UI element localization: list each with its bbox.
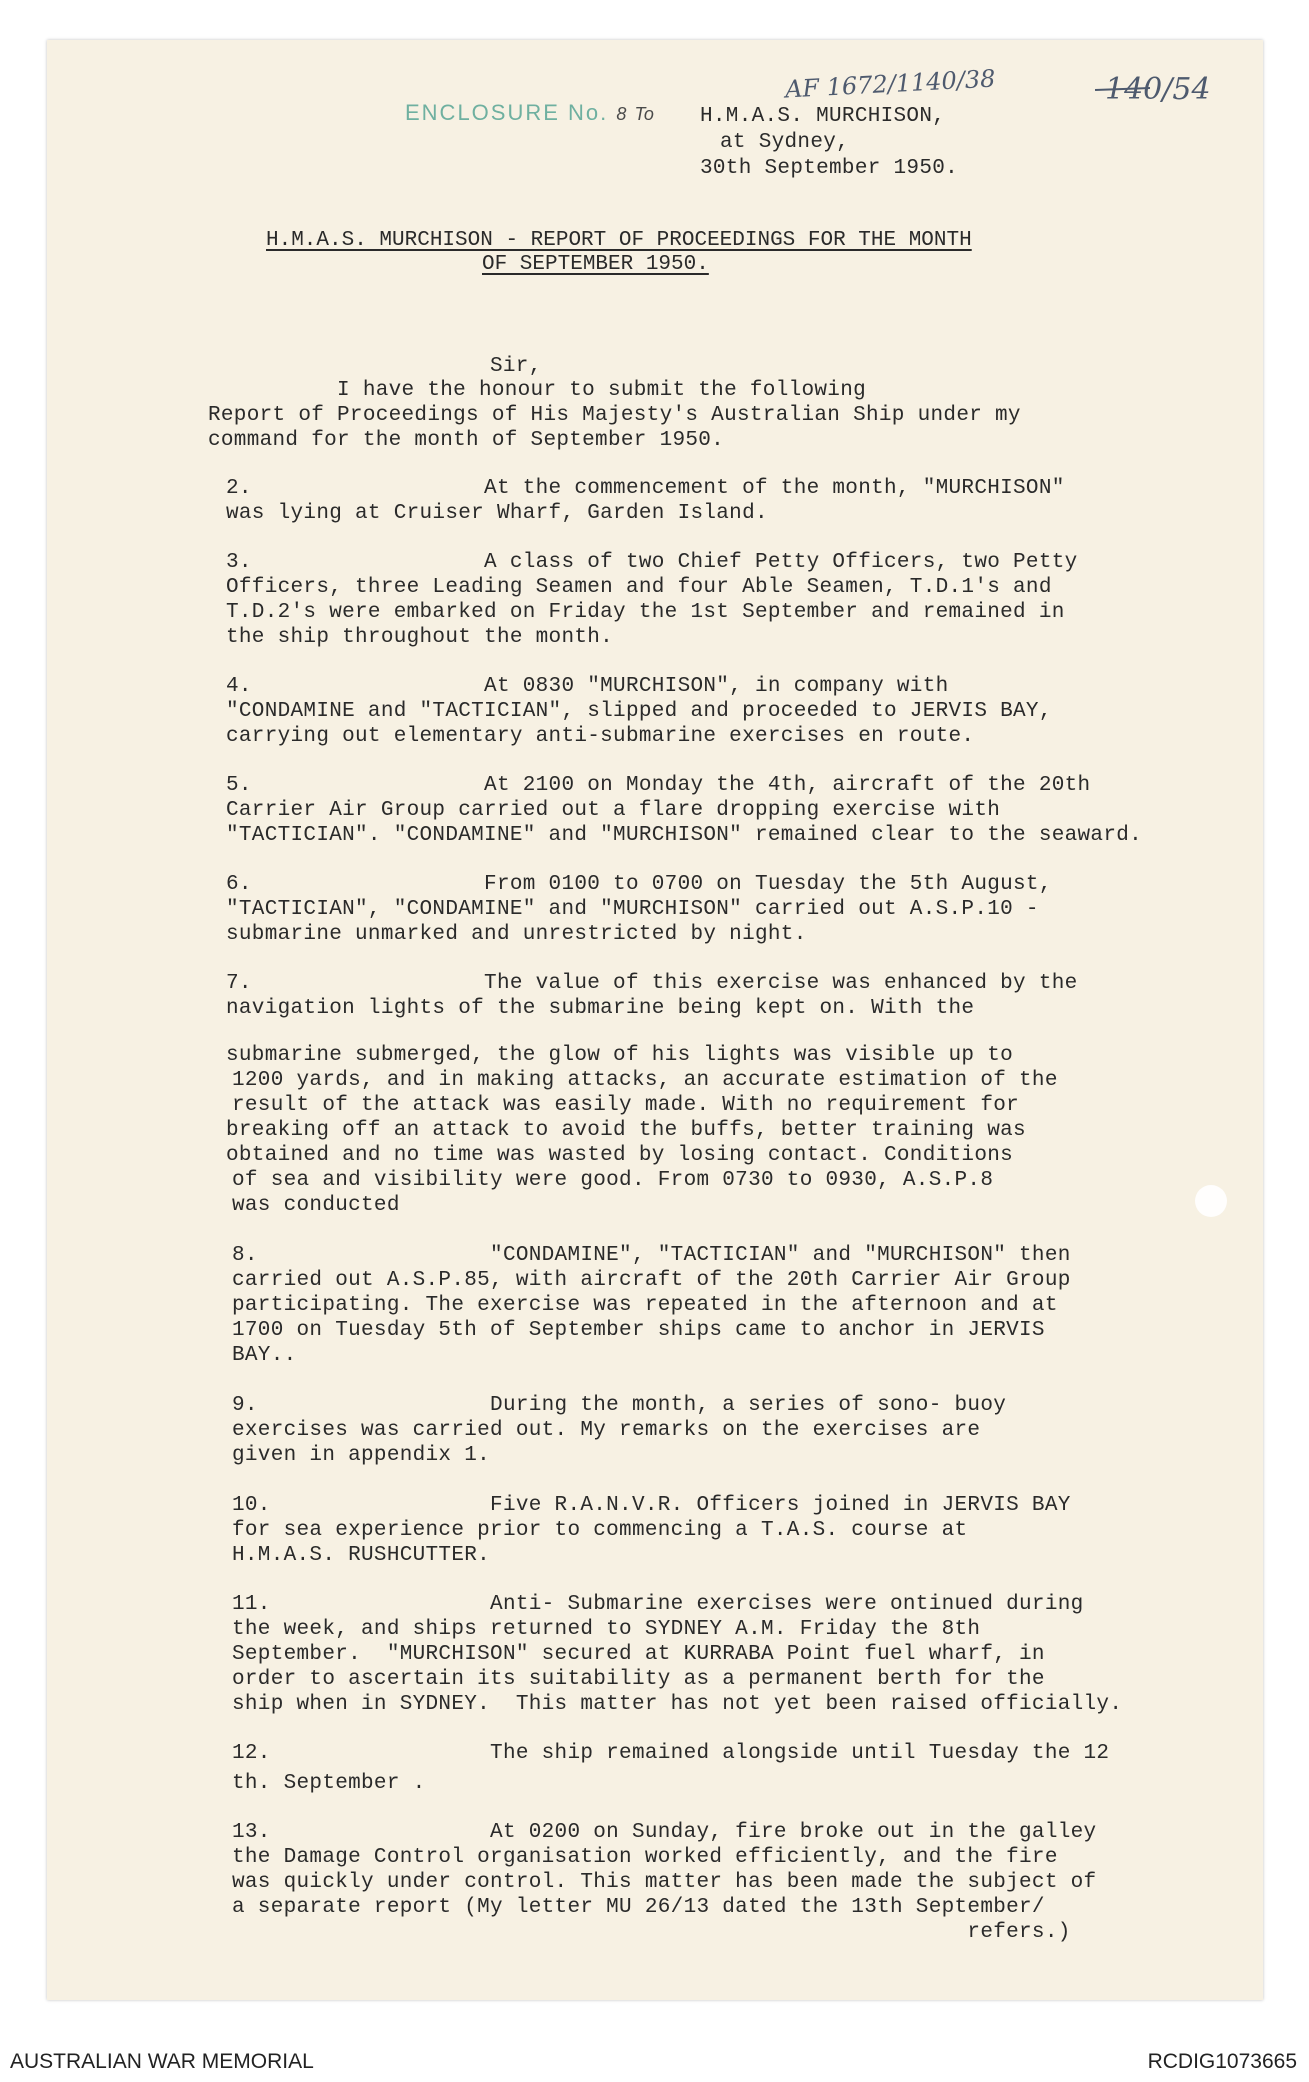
body-line: 1200 yards, and in making attacks, an accurate estimation of the <box>232 1069 1058 1092</box>
body-line: the week, and ships returned to SYDNEY A.M. Friday the 8th <box>232 1618 981 1641</box>
body-line: Officers, three Leading Seamen and four Able Seamen, T.D.1's and <box>226 576 1052 599</box>
body-line: 8. "CONDAMINE", "TACTICIAN" and "MURCHISON" then <box>232 1244 1071 1267</box>
body-line: carrying out elementary anti-submarine exercises en route. <box>226 725 975 748</box>
body-line: a separate report (My letter MU 26/13 dated the 13th September/ <box>232 1896 1045 1919</box>
body-line: 11. Anti- Submarine exercises were ontinued during <box>232 1593 1084 1616</box>
body-line: 3. A class of two Chief Petty Officers, two Petty <box>226 551 1078 574</box>
body-line: navigation lights of the submarine being kept on. With the <box>226 997 975 1020</box>
body-line: I have the honour to submit the following <box>208 379 867 402</box>
body-line: was conducted <box>232 1194 400 1217</box>
body-line: 7. The value of this exercise was enhanced by the <box>226 972 1078 995</box>
salutation: Sir, <box>490 355 542 378</box>
body-line: 4. At 0830 "MURCHISON", in company with <box>226 675 949 698</box>
body-line: T.D.2's were embarked on Friday the 1st September and remained in <box>226 601 1065 624</box>
body-line: Report of Proceedings of His Majesty's Australian Ship under my <box>208 404 1021 427</box>
body-line: 2. At the commencement of the month, "MURCHISON" <box>226 477 1065 500</box>
body-line: of sea and visibility were good. From 0730 to 0930, A.S.P.8 <box>232 1169 994 1192</box>
body-line: 12. The ship remained alongside until Tuesday the 12 <box>232 1742 1110 1765</box>
report-title-line-1: H.M.A.S. MURCHISON - REPORT OF PROCEEDINGS FOR THE MONTH <box>266 229 972 252</box>
report-title-line-2: OF SEPTEMBER 1950. <box>482 253 709 276</box>
body-line: refers.) <box>232 1921 1071 1944</box>
body-line: "CONDAMINE and "TACTICIAN", slipped and proceeded to JERVIS BAY, <box>226 700 1052 723</box>
handwritten-folio: 140/54 <box>1105 72 1211 107</box>
body-line: 5. At 2100 on Monday the 4th, aircraft of the 20th <box>226 774 1091 797</box>
stamp-label: ENCLOSURE No. <box>405 100 609 125</box>
body-line: ship when in SYDNEY. This matter has not yet been raised officially. <box>232 1693 1123 1716</box>
punch-hole <box>1195 1185 1227 1217</box>
stamp-suffix: To <box>634 104 654 124</box>
body-line: "TACTICIAN". "CONDAMINE" and "MURCHISON" remained clear to the seaward. <box>226 824 1143 847</box>
body-line: submarine submerged, the glow of his lights was visible up to <box>226 1044 1014 1067</box>
body-line: th. September . <box>232 1772 426 1795</box>
body-line: September. "MURCHISON" secured at KURRABA Point fuel wharf, in <box>232 1643 1045 1666</box>
body-line: exercises was carried out. My remarks on the exercises are <box>232 1419 981 1442</box>
body-line: the Damage Control organisation worked efficiently, and the fire <box>232 1846 1058 1869</box>
enclosure-stamp <box>405 100 654 126</box>
body-line: the ship throughout the month. <box>226 626 614 649</box>
body-line: 1700 on Tuesday 5th of September ships came to anchor in JERVIS <box>232 1319 1045 1342</box>
body-line: order to ascertain its suitability as a permanent berth for the <box>232 1668 1045 1691</box>
body-line: 13. At 0200 on Sunday, fire broke out in the galley <box>232 1821 1097 1844</box>
body-line: carried out A.S.P.85, with aircraft of the 20th Carrier Air Group <box>232 1269 1071 1292</box>
body-line: Carrier Air Group carried out a flare dropping exercise with <box>226 799 1001 822</box>
body-line: participating. The exercise was repeated in the afternoon and at <box>232 1294 1058 1317</box>
body-line: 9. During the month, a series of sono- buoy <box>232 1394 1007 1417</box>
footer-identifier: RCDIG1073665 <box>1147 2050 1297 2073</box>
body-line: for sea experience prior to commencing a T.A.S. course at <box>232 1519 968 1542</box>
body-line: BAY.. <box>232 1344 297 1367</box>
body-line: result of the attack was easily made. With no requirement for <box>232 1094 1020 1117</box>
header-date: 30th September 1950. <box>700 157 959 180</box>
body-line: H.M.A.S. RUSHCUTTER. <box>232 1544 491 1567</box>
body-line: submarine unmarked and unrestricted by night. <box>226 923 807 946</box>
body-line: "TACTICIAN", "CONDAMINE" and "MURCHISON" carried out A.S.P.10 - <box>226 898 1039 921</box>
body-line: 10. Five R.A.N.V.R. Officers joined in JERVIS BAY <box>232 1494 1071 1517</box>
body-line: command for the month of September 1950. <box>208 429 725 452</box>
body-line: given in appendix 1. <box>232 1444 491 1467</box>
handwritten-reference: AF 1672/1140/38 <box>784 64 997 104</box>
body-line: was lying at Cruiser Wharf, Garden Island. <box>226 502 768 525</box>
footer-institution: AUSTRALIAN WAR MEMORIAL <box>10 2050 314 2073</box>
body-line: obtained and no time was wasted by losing contact. Conditions <box>226 1144 1014 1167</box>
header-ship: H.M.A.S. MURCHISON, <box>700 105 946 128</box>
body-line: 6. From 0100 to 0700 on Tuesday the 5th August, <box>226 873 1052 896</box>
body-line: breaking off an attack to avoid the buffs, better training was <box>226 1119 1026 1142</box>
stamp-number: 8 <box>616 104 627 124</box>
header-place: at Sydney, <box>720 131 850 154</box>
body-line: was quickly under control. This matter has been made the subject of <box>232 1871 1097 1894</box>
